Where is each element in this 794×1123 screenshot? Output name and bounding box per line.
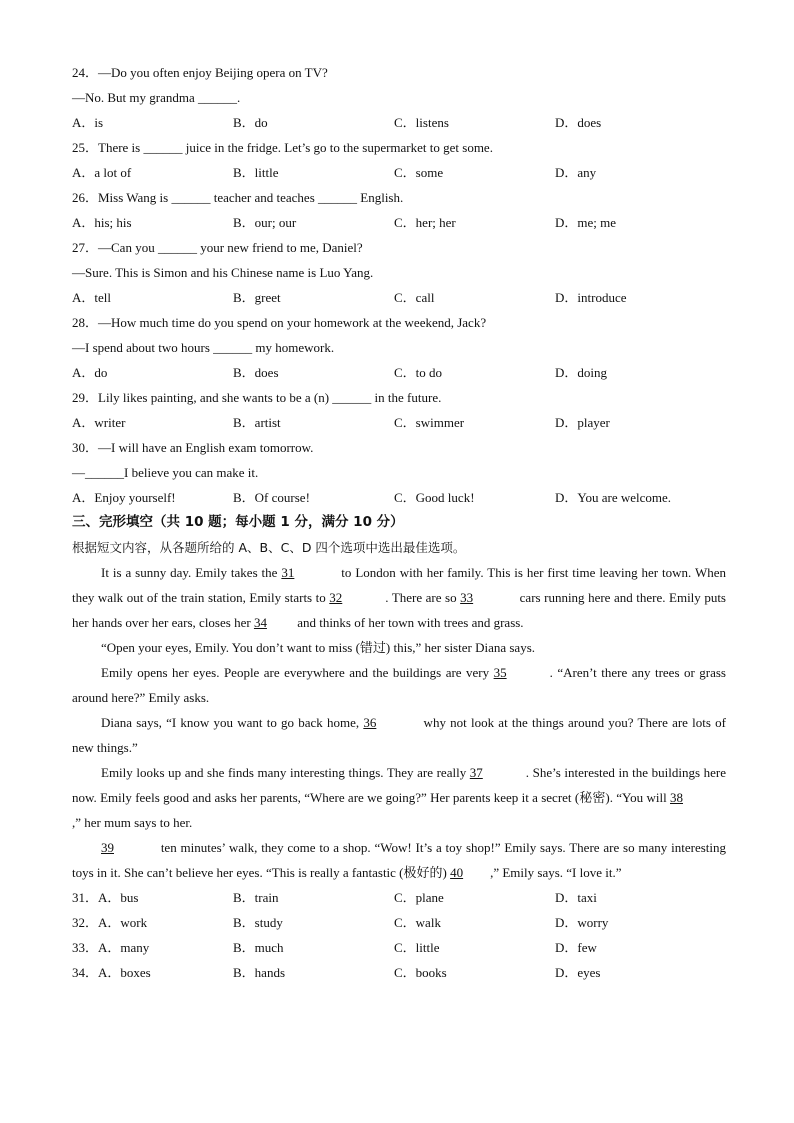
option-c: C．to do [394,365,443,380]
option-d: D．worry [555,915,609,930]
cloze-blank-37: 37 [469,765,483,780]
options-row [72,210,726,235]
option-a: A．is [72,115,104,130]
passage-paragraph [72,835,726,885]
option-a: 34．A．boxes [72,965,151,980]
passage-paragraph [72,560,726,635]
option-b: B．Of course! [233,490,310,505]
option-b: B．does [233,365,279,380]
option-a: A．a lot of [72,165,132,180]
passage-text: why not look at the things around you? There are lots of new things.” [72,715,726,755]
option-a: A．writer [72,415,126,430]
passage-text: Emily opens her eyes. People are everywhere and the buildings are very [101,665,494,680]
option-c: C．little [394,940,440,955]
option-d: D．player [555,415,610,430]
question-line: 28．—How much time do you spend on your homework at the weekend, Jack? [72,315,487,330]
option-b: B．do [233,115,268,130]
option-d: D．me; me [555,215,617,230]
option-c: C．plane [394,890,444,905]
option-d: D．does [555,115,602,130]
option-c: C．walk [394,915,441,930]
cloze-blank-34: 34 [253,615,267,630]
passage-text: ,” Emily says. “I love it.” [490,865,622,880]
question-27 [72,235,726,310]
passage-paragraph [72,760,726,835]
option-d: D．doing [555,365,608,380]
option-b: B．our; our [233,215,297,230]
option-b: B．study [233,915,283,930]
question-line: 30．—I will have an English exam tomorrow. [72,440,314,455]
option-a: A．Enjoy yourself! [72,490,176,505]
question-line: —I spend about two hours ______ my homework. [72,340,335,355]
cloze-blank-39: 39 [101,840,114,855]
option-d: D．any [555,165,597,180]
cloze-blank-31: 31 [281,565,295,580]
option-d: D．eyes [555,965,601,980]
question-24 [72,60,726,135]
cloze-blank-36: 36 [363,715,377,730]
question-line: —______I believe you can make it. [72,465,259,480]
option-b: B．much [233,940,284,955]
option-d: D．You are welcome. [555,490,672,505]
option-c: C．call [394,290,435,305]
options-row [72,360,726,385]
cloze-options-33 [72,935,726,960]
question-29 [72,385,726,435]
question-line: 29．Lily likes painting, and she wants to be a (n) ______ in the future. [72,390,442,405]
passage-text: ten minutes’ walk, they come to a shop. “Wow! It’s a toy shop!” Emily says. There are so many interesting toys in it. She can’t believe her eyes. “This is really a fantastic (极好的) [72,840,726,880]
question-line: 24．—Do you often enjoy Beijing opera on TV? [72,65,328,80]
passage-text: . There are so [385,590,461,605]
passage-text: and thinks of her town with trees and grass. [293,615,524,630]
option-d: D．introduce [555,290,627,305]
passage-paragraph: “Open your eyes, Emily. You don’t want to miss (错过) this,” her sister Diana says. [101,640,536,655]
passage-text: to London with her family. This is her first time leaving her town. When they walk out of the train station, Emily starts to [72,565,726,605]
section-instruction: 根据短文内容，从各题所给的 A、B、C、D 四个选项中选出最佳选项。 [72,540,466,555]
option-b: B．hands [233,965,286,980]
passage-paragraph [72,710,726,760]
question-30 [72,435,726,510]
option-d: D．few [555,940,597,955]
option-a: A．tell [72,290,111,305]
passage-paragraph [72,660,726,710]
option-b: B．greet [233,290,281,305]
exam-page [72,60,726,985]
question-line: 25．There is ______ juice in the fridge. Let’s go to the supermarket to get some. [72,140,493,155]
option-c: C．books [394,965,447,980]
passage-text: It is a sunny day. Emily takes the [101,565,282,580]
question-25 [72,135,726,185]
passage-text: ,” her mum says to her. [72,815,193,830]
options-row [72,410,726,435]
question-line: —No. But my grandma ______. [72,90,241,105]
cloze-blank-35: 35 [493,665,507,680]
option-a: 33．A．many [72,940,150,955]
cloze-blank-32: 32 [329,590,343,605]
cloze-blank-38: 38 [670,790,683,805]
options-row [72,485,726,510]
option-a: A．do [72,365,108,380]
passage-text: . “Aren’t there any trees or grass around here?” Emily asks. [72,665,726,705]
section-title: 三、完形填空（共 10 题；每小题 1 分，满分 10 分） [72,514,404,530]
cloze-options-34 [72,960,726,985]
options-row [72,110,726,135]
cloze-blank-40: 40 [450,865,464,880]
question-line: 27．—Can you ______ your new friend to me, Daniel? [72,240,363,255]
question-26 [72,185,726,235]
passage-text: . She’s interested in the buildings here now. Emily feels good and asks her parents, “Where are we going?” Her parents keep it a secret (秘密). “You will [72,765,726,805]
cloze-blank-33: 33 [460,590,474,605]
option-c: C．listens [394,115,449,130]
passage-text: Emily looks up and she finds many interesting things. They are really [101,765,470,780]
option-c: C．Good luck! [394,490,475,505]
option-a: 32．A．work [72,915,148,930]
option-d: D．taxi [555,890,597,905]
cloze-options-32 [72,910,726,935]
option-c: C．swimmer [394,415,465,430]
option-a: A．his; his [72,215,132,230]
cloze-options-31 [72,885,726,910]
passage-text: cars running here and there. Emily puts her hands over her ears, closes her [72,590,726,630]
question-line: 26．Miss Wang is ______ teacher and teaches ______ English. [72,190,404,205]
option-b: B．train [233,890,279,905]
question-28 [72,310,726,385]
option-a: 31．A．bus [72,890,139,905]
options-row [72,285,726,310]
option-c: C．her; her [394,215,456,230]
option-b: B．little [233,165,279,180]
option-b: B．artist [233,415,281,430]
passage-text: Diana says, “I know you want to go back home, [101,715,364,730]
options-row [72,160,726,185]
question-line: —Sure. This is Simon and his Chinese name is Luo Yang. [72,265,374,280]
option-c: C．some [394,165,444,180]
